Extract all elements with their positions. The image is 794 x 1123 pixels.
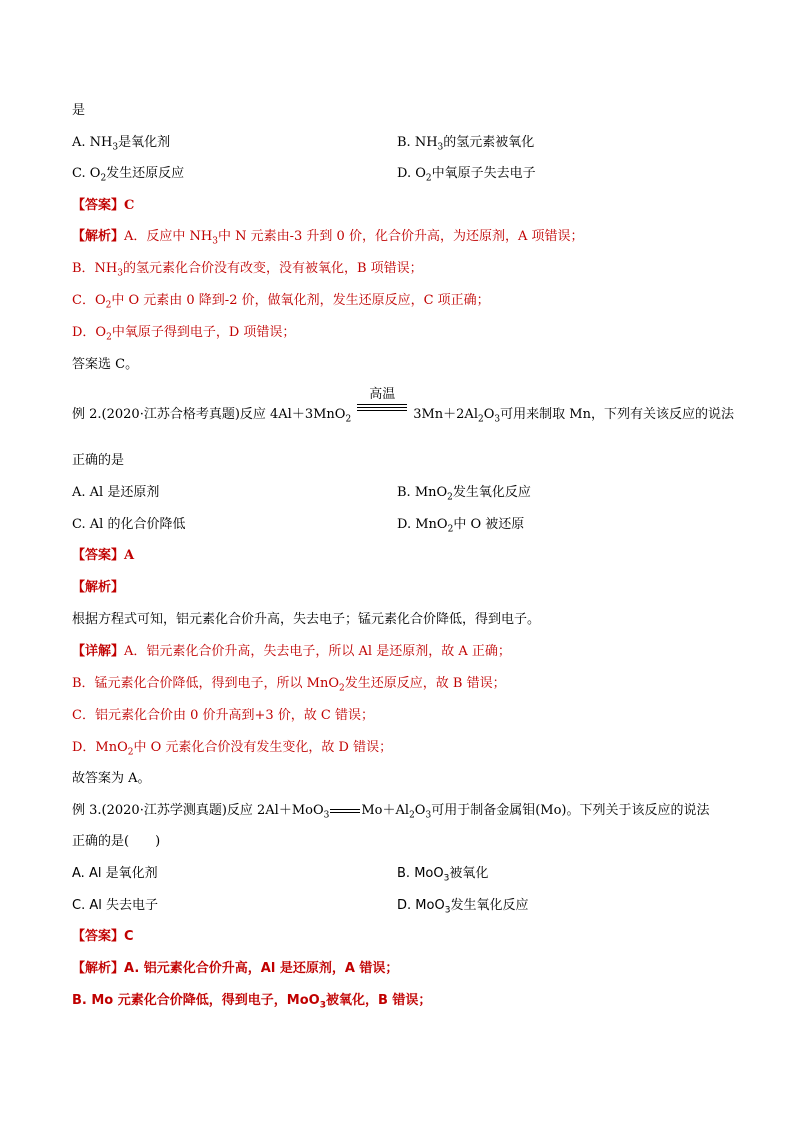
q3-option-d: D. MoO$_3$发生氧化反应 — [397, 898, 529, 916]
q2-detail-line-a: 【详解】A．铝元素化合价升高，失去电子，所以 Al 是还原剂，故 A 正确； — [72, 644, 511, 659]
q3-answer: 【答案】C — [72, 929, 134, 944]
q2-analysis-label: 【解析】 — [72, 580, 125, 595]
q1-option-c: C. $O_2$发生还原反应 — [72, 166, 185, 184]
q1-option-d: D. $O_2$中氧原子失去电子 — [397, 166, 536, 184]
q1-analysis-line-c: C．$O_2$中 O 元素由 0 降到-2 价，做氧化剂，发生还原反应，C 项正确； — [72, 293, 490, 311]
q1-analysis-line-a: 【解析】A．反应中 $NH_3$中 N 元素由-3 升到 0 价，化合价升高，为还原剂，A 项错误； — [72, 229, 584, 247]
q1-option-b: B. $NH_3$的氢元素被氧化 — [397, 135, 535, 153]
q3-option-c: C. Al 失去电子 — [72, 898, 158, 913]
q2-option-d: D. MnO$_2$中 O 被还原 — [397, 517, 525, 535]
q3-stem-line-2: 正确的是( ) — [72, 834, 161, 849]
q1-conclusion: 答案选 C。 — [72, 357, 139, 372]
q2-answer: 【答案】A — [72, 548, 135, 563]
q3-option-b: B. MoO$_3$被氧化 — [397, 866, 489, 884]
q3-option-a: A. Al 是氧化剂 — [72, 866, 158, 881]
q1-option-a: A. $NH_3$是氧化剂 — [72, 135, 171, 153]
q2-detail-line-d: D．MnO$_2$中 O 元素化合价没有发生变化，故 D 错误； — [72, 740, 393, 758]
q2-option-b: B. MnO$_2$发生氧化反应 — [397, 485, 531, 503]
q3-analysis-line-a: 【解析】A. 铝元素化合价升高，Al 是还原剂，A 错误； — [72, 961, 399, 976]
q2-summary: 根据方程式可知，铝元素化合价升高，失去电子；锰元素化合价降低，得到电子。 — [72, 612, 541, 627]
q2-stem-line-1: 例 2.(2020·江苏合格考真题)反应 4Al＋3MnO$_2$ 高温 $3Mn+2Al_2O_3$可用来制取 Mn，下列有关该反应的说法 — [72, 387, 734, 425]
q2-detail-line-b: B．锰元素化合价降低，得到电子，所以 MnO$_2$发生还原反应，故 B 错误； — [72, 676, 506, 694]
q1-analysis-line-d: D．$O_2$中氧原子得到电子，D 项错误； — [72, 325, 296, 343]
reaction-condition: 高温 — [369, 387, 396, 402]
q1-stem-tail: 是 — [72, 103, 86, 118]
q2-option-a: A. Al 是还原剂 — [72, 485, 160, 500]
reaction-equals-sign — [330, 808, 360, 814]
q2-option-c: C. Al 的化合价降低 — [72, 517, 186, 532]
q2-detail-line-c: C．铝元素化合价由 0 价升高到+3 价，故 C 错误； — [72, 708, 374, 723]
q1-analysis-line-b: B．$NH_3$的氢元素化合价没有改变，没有被氧化，B 项错误； — [72, 261, 423, 279]
q2-stem-line-2: 正确的是 — [72, 453, 125, 468]
q2-conclusion: 故答案为 A。 — [72, 771, 151, 786]
q3-analysis-line-b: B. Mo 元素化合价降低，得到电子，MoO$_3$被氧化，B 错误； — [72, 993, 432, 1011]
q3-stem-line-1: 例 3.(2020·江苏学测真题)反应 2Al＋MoO$_3$ $Mo+Al_2O_3$可用于制备金属钼(Mo)。下列关于该反应的说法 — [72, 803, 710, 821]
reaction-condition-arrow — [355, 387, 409, 420]
q1-answer: 【答案】C — [72, 198, 135, 213]
